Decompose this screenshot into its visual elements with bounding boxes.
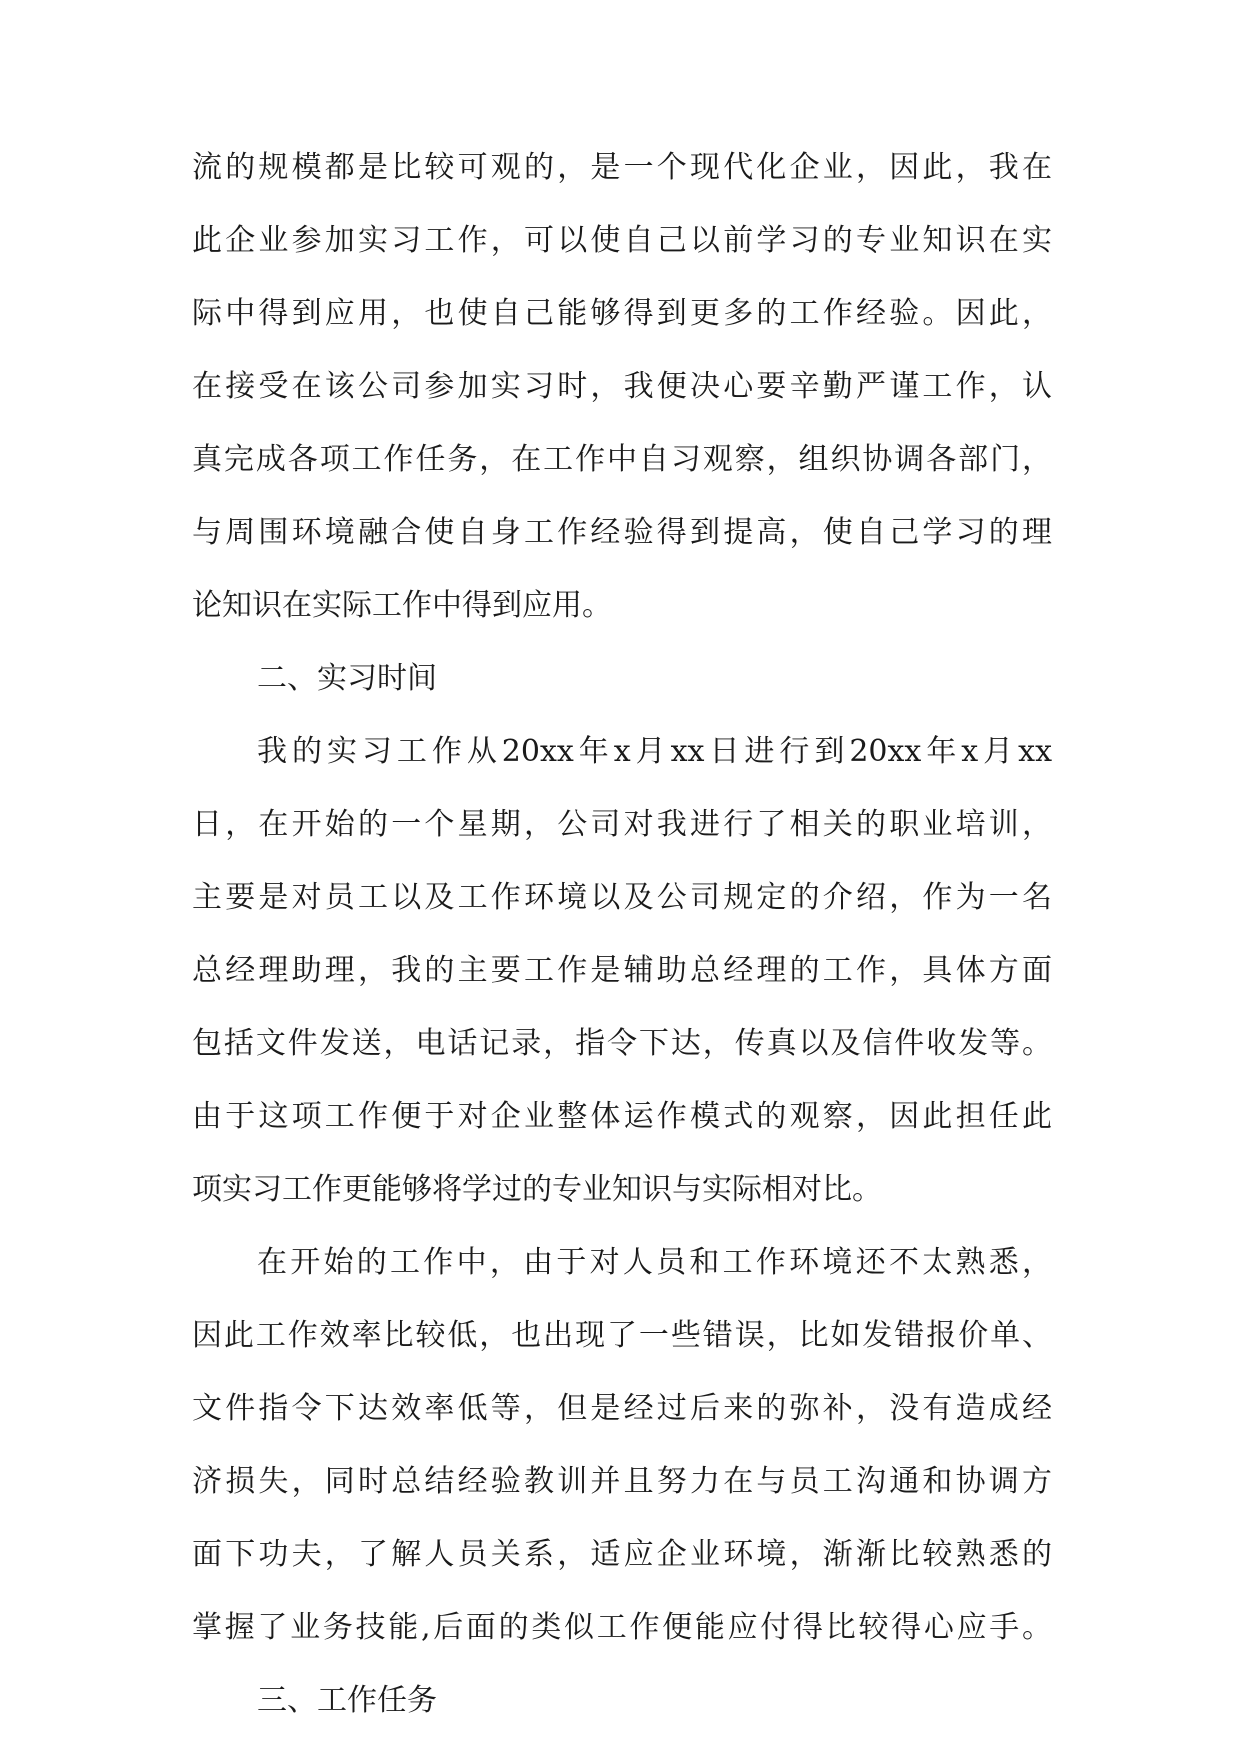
text-line: 在接受在该公司参加实习时，我便决心要辛勤严谨工作，认 <box>192 369 1052 404</box>
text-line: 济损失，同时总结经验教训并且努力在与员工沟通和协调方 <box>192 1464 1052 1499</box>
text-line: 我的实习工作从20xx年x月xx日进行到20xx年x月xx <box>257 734 1052 769</box>
text-line: 主要是对员工以及工作环境以及公司规定的介绍，作为一名 <box>192 880 1052 915</box>
text-line: 包括文件发送，电话记录，指令下达，传真以及信件收发等。 <box>192 1026 1052 1061</box>
text-line: 此企业参加实习工作，可以使自己以前学习的专业知识在实 <box>192 223 1052 258</box>
section-heading: 二、实习时间 <box>257 661 437 696</box>
text-line: 掌握了业务技能,后面的类似工作便能应付得比较得心应手。 <box>192 1610 1052 1645</box>
text-line: 文件指令下达效率低等，但是经过后来的弥补，没有造成经 <box>192 1391 1052 1426</box>
text-line: 流的规模都是比较可观的，是一个现代化企业，因此，我在 <box>192 150 1052 185</box>
section-heading: 三、工作任务 <box>257 1683 437 1718</box>
text-line: 际中得到应用，也使自己能够得到更多的工作经验。因此， <box>192 296 1052 331</box>
text-line: 论知识在实际工作中得到应用。 <box>192 588 612 623</box>
text-line: 在开始的工作中，由于对人员和工作环境还不太熟悉， <box>257 1245 1052 1280</box>
text-line: 项实习工作更能够将学过的专业知识与实际相对比。 <box>192 1172 882 1207</box>
text-line: 由于这项工作便于对企业整体运作模式的观察，因此担任此 <box>192 1099 1052 1134</box>
text-line: 面下功夫，了解人员关系，适应企业环境，渐渐比较熟悉的 <box>192 1537 1052 1572</box>
text-line: 真完成各项工作任务，在工作中自习观察，组织协调各部门， <box>192 442 1052 477</box>
text-line: 与周围环境融合使自身工作经验得到提高，使自己学习的理 <box>192 515 1052 550</box>
text-line: 因此工作效率比较低，也出现了一些错误，比如发错报价单、 <box>192 1318 1052 1353</box>
text-line: 日，在开始的一个星期，公司对我进行了相关的职业培训， <box>192 807 1052 842</box>
text-line: 总经理助理，我的主要工作是辅助总经理的工作，具体方面 <box>192 953 1052 988</box>
